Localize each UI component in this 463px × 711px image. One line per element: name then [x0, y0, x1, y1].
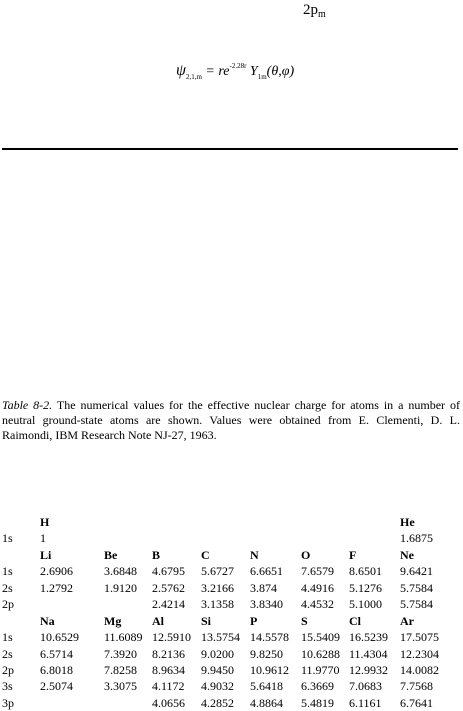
- charge-value: 11.4304: [349, 647, 388, 661]
- charge-value: 1.2792: [40, 581, 73, 595]
- charge-value: 12.9932: [349, 663, 388, 677]
- charge-value: 7.6579: [301, 564, 334, 578]
- charge-value: 8.6501: [349, 564, 382, 578]
- charge-value: 4.6795: [152, 564, 185, 578]
- wavefunction-formula: [176, 62, 294, 81]
- charge-value: 8.2136: [152, 647, 185, 661]
- formula-y-subscript: 1m: [257, 73, 267, 81]
- charge-value: 12.5910: [152, 630, 191, 644]
- element-symbol: He: [400, 515, 415, 529]
- table-caption: [2, 398, 460, 443]
- charge-value: 11.9770: [301, 663, 340, 677]
- element-symbol: Al: [152, 614, 164, 628]
- charge-value: 6.3669: [301, 679, 334, 693]
- charge-value: 16.5239: [349, 630, 388, 644]
- element-symbol: Cl: [349, 614, 361, 628]
- charge-value: 6.6651: [250, 564, 283, 578]
- charge-value: 5.7584: [400, 581, 433, 595]
- element-symbol: C: [201, 548, 210, 562]
- charge-value: 10.6529: [40, 630, 79, 644]
- element-symbol: F: [349, 548, 357, 562]
- charge-value: 15.5409: [301, 630, 340, 644]
- element-symbol: Ar: [400, 614, 414, 628]
- orbital-cell: 2s: [2, 581, 13, 595]
- horizontal-rule: [2, 148, 458, 150]
- charge-value: 1.6875: [400, 531, 433, 545]
- charge-value: 2.6906: [40, 564, 73, 578]
- charge-value: 13.5754: [201, 630, 240, 644]
- formula-args: (θ,φ): [266, 64, 295, 79]
- charge-value: 9.6421: [400, 564, 433, 578]
- element-symbol: S: [301, 614, 308, 628]
- orbital-cell: 2s: [2, 647, 13, 661]
- charge-value: 5.6418: [250, 679, 283, 693]
- charge-value: 2.5762: [152, 581, 185, 595]
- charge-value: 3.6848: [104, 564, 137, 578]
- charge-value: 10.9612: [250, 663, 289, 677]
- psi-subscript: 2,1,m: [185, 73, 202, 81]
- charge-value: 6.5714: [40, 647, 73, 661]
- charge-value: 12.2304: [400, 647, 439, 661]
- charge-value: 3.1358: [201, 597, 234, 611]
- charge-value: 10.6288: [301, 647, 340, 661]
- charge-value: 4.4916: [301, 581, 334, 595]
- orbital-label: [303, 2, 326, 20]
- charge-value: 4.2852: [201, 696, 234, 710]
- element-symbol: Na: [40, 614, 55, 628]
- charge-value: 2.4214: [152, 597, 185, 611]
- charge-value: 4.0656: [152, 696, 185, 710]
- element-symbol: P: [250, 614, 258, 628]
- charge-value: 5.6727: [201, 564, 234, 578]
- caption-text: The numerical values for the effective nuclear charge for atoms in a number of neutral ground-state atoms are shown. Values were obtained from E. Clementi, D. L. Raimondi, IBM Research Note NJ-27, 1963.: [2, 398, 460, 442]
- element-symbol: Be: [104, 548, 118, 562]
- orbital-main: 2p: [303, 2, 318, 18]
- element-symbol: Mg: [104, 614, 122, 628]
- charge-value: 9.0200: [201, 647, 234, 661]
- orbital-cell: 2p: [2, 663, 14, 677]
- element-symbol: Si: [201, 614, 212, 628]
- charge-value: 8.9634: [152, 663, 185, 677]
- charge-value: 5.1000: [349, 597, 382, 611]
- formula-y: Y: [249, 64, 258, 79]
- charge-value: 4.4532: [301, 597, 334, 611]
- charge-value: 7.8258: [104, 663, 137, 677]
- charge-value: 4.1172: [152, 679, 185, 693]
- psi-symbol: ψ: [176, 62, 186, 79]
- orbital-cell: 1s: [2, 630, 13, 644]
- element-symbol: N: [250, 548, 259, 562]
- charge-value: 9.9450: [201, 663, 234, 677]
- orbital-cell: 1s: [2, 531, 13, 545]
- charge-value: 3.3075: [104, 679, 137, 693]
- element-symbol: Li: [40, 548, 52, 562]
- orbital-cell: 2p: [2, 597, 14, 611]
- charge-value: 3.2166: [201, 581, 234, 595]
- charge-value: 6.8018: [40, 663, 73, 677]
- charge-value: 4.9032: [201, 679, 234, 693]
- charge-value: 1: [40, 531, 46, 545]
- formula-equals: = re: [205, 64, 230, 79]
- charge-value: 5.1276: [349, 581, 382, 595]
- charge-value: 6.1161: [349, 696, 382, 710]
- orbital-cell: 3s: [2, 679, 13, 693]
- formula-exponent: -2.28r: [229, 62, 247, 70]
- caption-label: Table 8-2.: [2, 398, 53, 412]
- charge-value: 17.5075: [400, 630, 439, 644]
- element-symbol: Ne: [400, 548, 414, 562]
- element-symbol: H: [40, 515, 50, 529]
- charge-value: 7.0683: [349, 679, 382, 693]
- charge-value: 5.4819: [301, 696, 334, 710]
- charge-value: 6.7641: [400, 696, 433, 710]
- charge-value: 5.7584: [400, 597, 433, 611]
- charge-value: 3.874: [250, 581, 277, 595]
- charge-value: 1.9120: [104, 581, 137, 595]
- charge-value: 14.0082: [400, 663, 439, 677]
- charge-value: 11.6089: [104, 630, 143, 644]
- element-symbol: O: [301, 548, 311, 562]
- charge-value: 7.7568: [400, 679, 433, 693]
- charge-value: 4.8864: [250, 696, 283, 710]
- charge-value: 14.5578: [250, 630, 289, 644]
- charge-value: 3.8340: [250, 597, 283, 611]
- charge-value: 7.3920: [104, 647, 137, 661]
- orbital-cell: 3p: [2, 696, 14, 710]
- orbital-sub: m: [318, 9, 326, 20]
- charge-value: 9.8250: [250, 647, 283, 661]
- element-symbol: B: [152, 548, 161, 562]
- orbital-cell: 1s: [2, 564, 13, 578]
- charge-value: 2.5074: [40, 679, 73, 693]
